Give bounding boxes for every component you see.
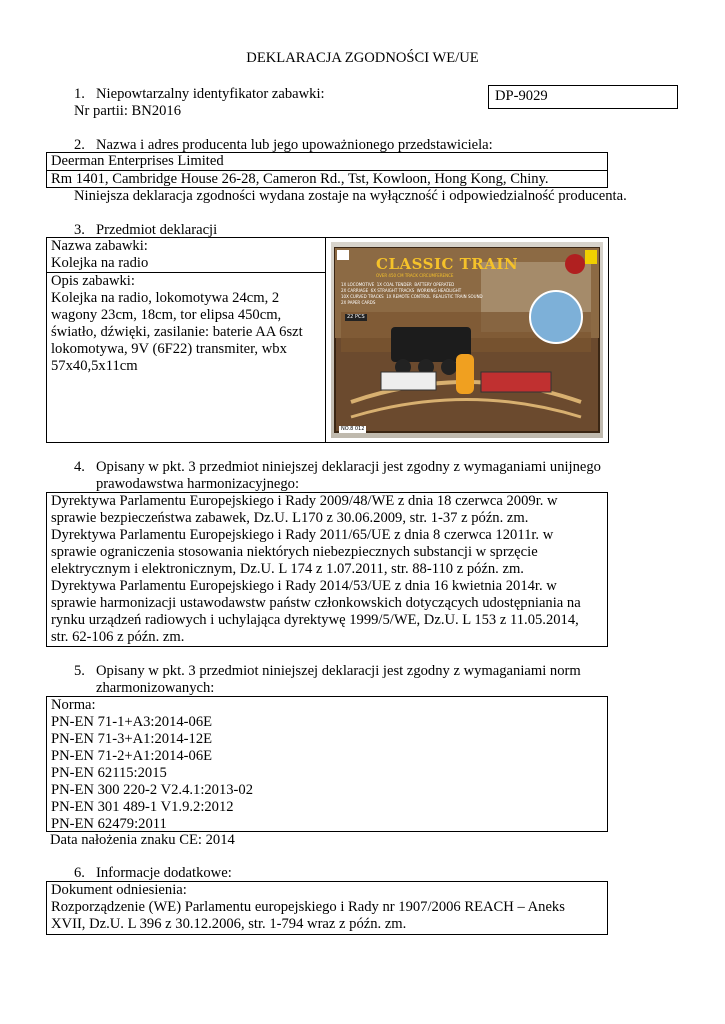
standard-item: PN-EN 301 489-1 V1.9.2:2012: [51, 799, 234, 815]
subject-table: [46, 237, 609, 443]
section-5-heading-cont: zharmonizowanych:: [96, 680, 215, 696]
responsibility-note: Niniejsza deklaracja zgodności wydana zostaje na wyłączność i odpowiedzialność producenta.: [74, 188, 627, 204]
box-feature: 1X COAL TENDER: [376, 282, 412, 287]
directive-line: sprawie ograniczenia stosowania niektórych niebezpiecznych substancji w sprzęcie: [51, 544, 538, 560]
toy-description-line: 57x40,5x11cm: [51, 358, 138, 374]
directive-line: Dyrektywa Parlamentu Europejskiego i Rady 2011/65/UE z dnia 8 czerwca 12011r. w: [51, 527, 554, 543]
standards-label: Norma:: [51, 697, 96, 713]
standard-item: PN-EN 62479:2011: [51, 816, 167, 832]
reference-label: Dokument odniesienia:: [51, 882, 187, 898]
box-feature: BATTERY OPERATED: [414, 282, 455, 287]
box-feature: 2X PAPER CARDS: [341, 300, 376, 305]
directive-line: sprawie harmonizacji ustawodawstw państw członkowskich dotyczących udostępniania na: [51, 595, 581, 611]
box-feature: 1X LOCOMOTIVE: [341, 282, 375, 287]
section-4-heading-cont: prawodawstwa harmonizacyjnego:: [96, 476, 300, 492]
box-feature: 6X STRAIGHT TRACKS: [370, 288, 415, 293]
directive-line: sprawie bezpieczeństwa zabawek, Dz.U. L170 z 30.06.2009, str. 1-37 z późn. zm.: [51, 510, 529, 526]
box-feature: 2X CARRIAGE: [341, 288, 369, 293]
standard-item: PN-EN 71-2+A1:2014-06E: [51, 748, 213, 764]
box-subtitle: OVER 450 CM TRACK CIRCUMFERENCE: [376, 273, 454, 278]
toy-name-label: Nazwa zabawki:: [51, 238, 148, 254]
box-model-number: NO.8 012: [341, 426, 365, 432]
batch-number: Nr partii: BN2016: [74, 103, 182, 119]
manufacturer-name: Deerman Enterprises Limited: [51, 153, 224, 169]
document-title: DEKLARACJA ZGODNOŚCI WE/UE: [246, 50, 479, 66]
manufacturer-box: [46, 152, 608, 188]
toy-identifier-box: [488, 85, 678, 109]
box-piece-count: 22 PCS: [347, 314, 365, 320]
standard-item: PN-EN 300 220-2 V2.4.1:2013-02: [51, 782, 254, 798]
section-6-heading: 6. Informacje dodatkowe:: [74, 865, 232, 881]
directive-line: Dyrektywa Parlamentu Europejskiego i Rady 2014/53/UE z dnia 16 kwietnia 2014r. w: [51, 578, 557, 594]
toy-description-line: Kolejka na radio, lokomotywa 24cm, 2: [51, 290, 280, 306]
ce-date: Data nałożenia znaku CE: 2014: [50, 832, 235, 848]
toy-description-line: wagony 23cm, 18cm, tor elipsa 450cm,: [51, 307, 282, 323]
reference-line: Rozporządzenie (WE) Parlamentu europejskiego i Rady nr 1907/2006 REACH – Aneks: [51, 899, 565, 915]
standard-item: PN-EN 62115:2015: [51, 765, 167, 781]
directive-line: Dyrektywa Parlamentu Europejskiego i Rady 2009/48/WE z dnia 18 czerwca 2009r. w: [51, 493, 558, 509]
toy-name-value: Kolejka na radio: [51, 255, 149, 271]
section-3-heading: 3. Przedmiot deklaracji: [74, 222, 218, 238]
box-brand-title: CLASSIC TRAIN: [376, 255, 519, 273]
standards-box: [46, 696, 608, 832]
box-features: [341, 282, 541, 306]
toy-identifier: DP-9029: [495, 88, 548, 104]
box-feature: WORKING HEADLIGHT: [416, 288, 462, 293]
manufacturer-address: Rm 1401, Cambridge House 26-28, Cameron Rd., Tst, Kowloon, Hong Kong, Chiny.: [51, 171, 549, 187]
box-feature: REALISTIC TRAIN SOUND: [433, 294, 483, 299]
directive-line: elektrycznym i elektronicznym, Dz.U. L 174 z 1.07.2011, str. 88-110 z późn. zm.: [51, 561, 524, 577]
reference-line: XVII, Dz.U. L 396 z 30.12.2006, str. 1-794 wraz z późn. zm.: [51, 916, 407, 932]
section-5-heading: 5. Opisany w pkt. 3 przedmiot niniejszej deklaracji jest zgodny z wymaganiami norm: [74, 663, 581, 679]
product-photo: [331, 242, 603, 438]
toy-description-label: Opis zabawki:: [51, 273, 135, 289]
additional-info-box: [46, 881, 608, 935]
section-4-heading: 4. Opisany w pkt. 3 przedmiot niniejszej deklaracji jest zgodny z wymaganiami unijnego: [74, 459, 601, 475]
toy-description-line: światło, dźwięki, zasilanie: baterie AA 6szt: [51, 324, 303, 340]
box-feature: 1X REMOTE CONTROL: [386, 294, 431, 299]
column-divider: [325, 238, 326, 442]
toy-description-line: lokomotywa, 9V (6F22) transmiter, wbx: [51, 341, 287, 357]
directive-line: rynku urządzeń radiowych i uchylająca dyrektywę 1999/5/WE, Dz.U. L 153 z 11.05.2014,: [51, 612, 579, 628]
standard-item: PN-EN 71-3+A1:2014-12E: [51, 731, 213, 747]
section-2-heading: 2. Nazwa i adres producenta lub jego upoważnionego przedstawiciela:: [74, 137, 493, 153]
directives-box: [46, 492, 608, 647]
directive-line: str. 62-106 z późn. zm.: [51, 629, 185, 645]
standard-item: PN-EN 71-1+A3:2014-06E: [51, 714, 213, 730]
box-feature: 10X CURVED TRACKS: [341, 294, 384, 299]
section-1-heading: 1. Niepowtarzalny identyfikator zabawki:: [74, 86, 325, 102]
